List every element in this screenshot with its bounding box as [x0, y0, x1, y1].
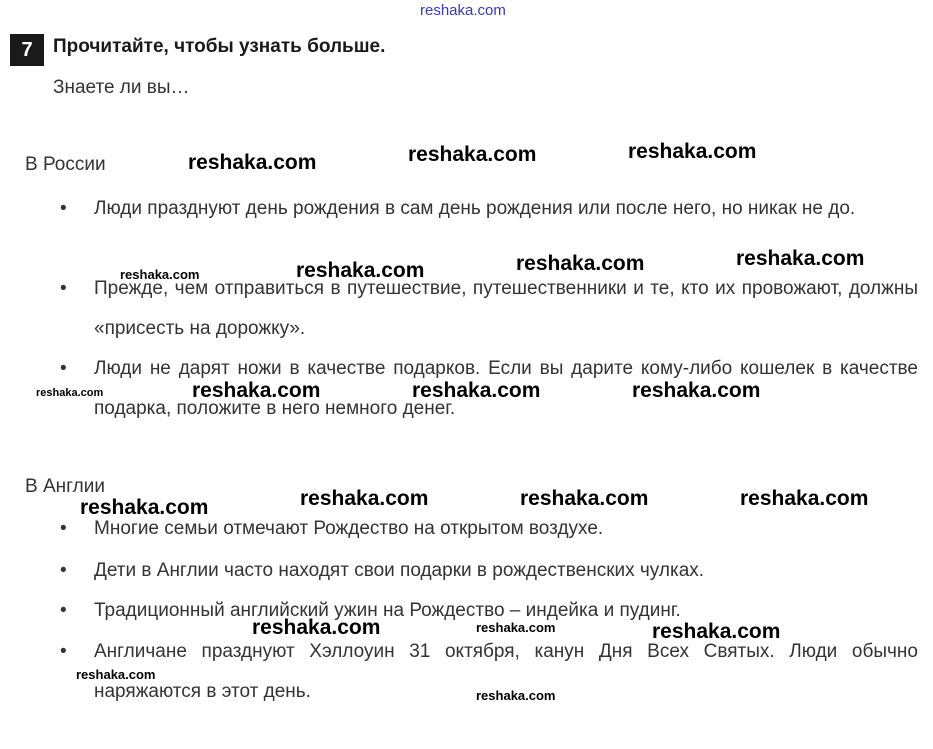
watermark: reshaka.com	[76, 667, 156, 682]
section-heading-russia: В России	[25, 154, 106, 175]
list-item	[60, 189, 918, 229]
watermark: reshaka.com	[300, 487, 429, 510]
section-heading-england: В Англии	[25, 476, 105, 497]
bullet-icon: •	[60, 278, 67, 299]
list-item-text: Прежде, чем отправиться в путешествие, путешественники и те, кто их провожают, должны «присесть на дорожку».	[94, 278, 918, 339]
list-item-text: Многие семьи отмечают Рождество на открытом воздухе.	[94, 518, 604, 539]
list-item	[60, 551, 918, 591]
list-item-text: Люди не дарят ножи в качестве подарков. Если вы дарите кому-либо кошелек в качестве подарка, положите в него немного денег.	[94, 358, 918, 419]
bullet-icon: •	[60, 198, 67, 219]
watermark: reshaka.com	[516, 252, 645, 275]
site-watermark-top: reshaka.com	[420, 2, 506, 19]
watermark: reshaka.com	[740, 487, 869, 510]
bullet-icon: •	[60, 518, 67, 539]
watermark: reshaka.com	[412, 379, 541, 402]
watermark: reshaka.com	[120, 267, 200, 282]
watermark: reshaka.com	[252, 616, 381, 639]
list-item-text: Традиционный английский ужин на Рождество – индейка и пудинг.	[94, 600, 681, 621]
watermark: reshaka.com	[192, 379, 321, 402]
watermark: reshaka.com	[520, 487, 649, 510]
task-number-badge: 7	[10, 34, 44, 66]
watermark: reshaka.com	[476, 620, 556, 635]
watermark: reshaka.com	[628, 140, 757, 163]
bullet-icon: •	[60, 600, 67, 621]
watermark: reshaka.com	[408, 143, 537, 166]
watermark: reshaka.com	[80, 496, 209, 519]
watermark: reshaka.com	[632, 379, 761, 402]
watermark: reshaka.com	[476, 688, 556, 703]
list-item-text: Дети в Англии часто находят свои подарки в рождественских чулках.	[94, 560, 705, 581]
bullet-icon: •	[60, 641, 67, 662]
task-title: Прочитайте, чтобы узнать больше.	[53, 36, 386, 57]
bullet-icon: •	[60, 560, 67, 581]
list-item-text: Люди празднуют день рождения в сам день рождения или после него, но никак не до.	[94, 198, 856, 219]
watermark: reshaka.com	[736, 247, 865, 270]
watermark: reshaka.com	[36, 387, 104, 399]
watermark: reshaka.com	[652, 620, 781, 643]
list-item-text: Англичане празднуют Хэллоуин 31 октября, канун Дня Всех Святых. Люди обычно наряжаются в этот день.	[94, 641, 918, 702]
task-subtitle: Знаете ли вы…	[53, 77, 190, 98]
watermark: reshaka.com	[188, 151, 317, 174]
bullet-icon: •	[60, 358, 67, 379]
watermark: reshaka.com	[296, 259, 425, 282]
